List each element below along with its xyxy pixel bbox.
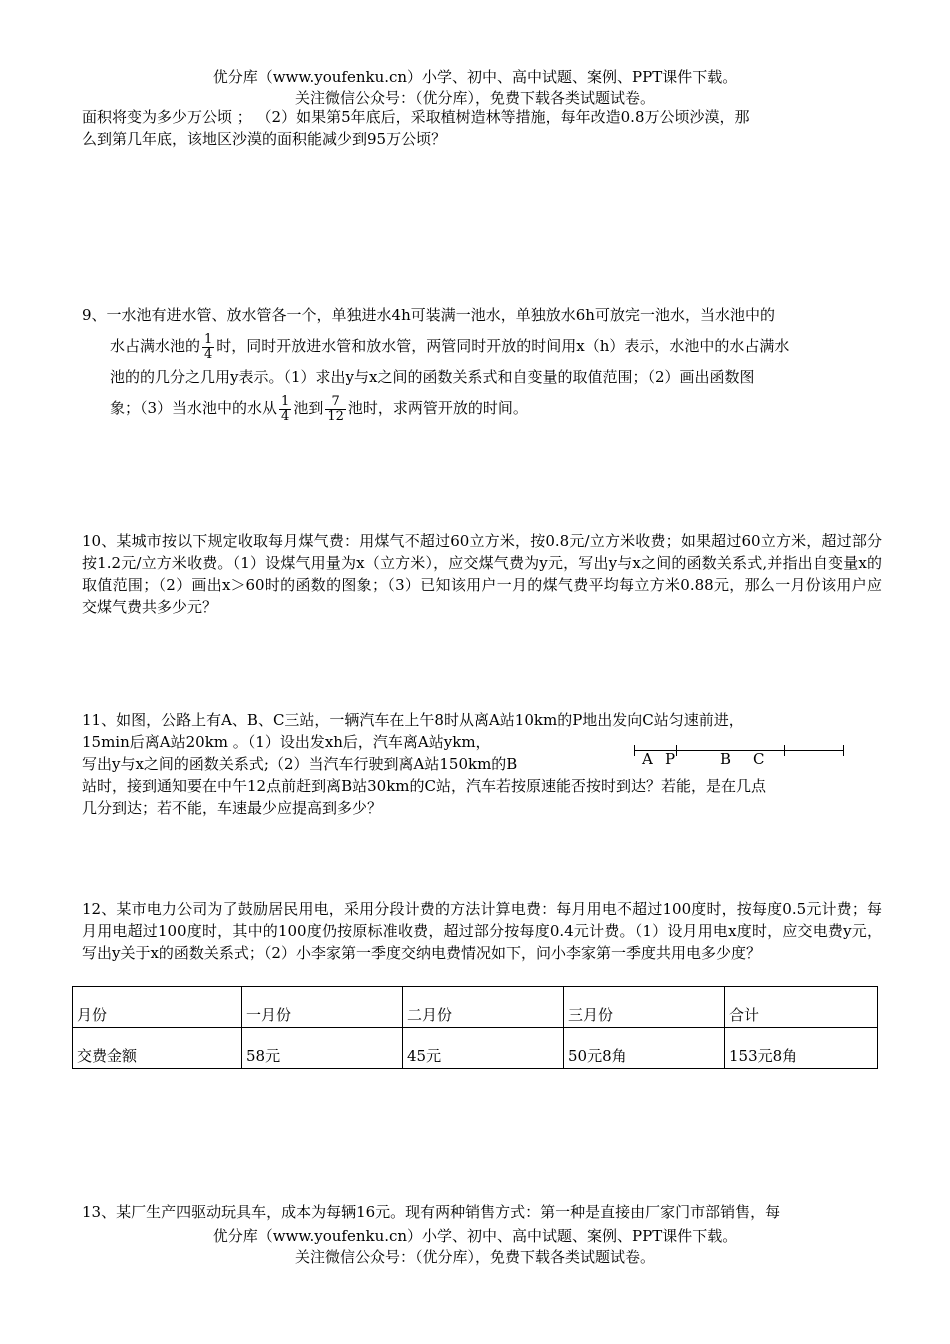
q9-text-a: 水占满水池的 [110,337,201,355]
q9-text-d: 池到 [293,399,324,417]
fraction-seven-twelfths [325,395,346,424]
q11-line-2: 15min后离A站20km 。（1）设出发xh后，汽车离A站ykm， [82,733,491,751]
q9-line-3: 池的的几分之几用y表示。（1）求出y与x之间的函数关系式和自变量的取值范围；（2）画出函数图 [110,368,755,386]
q11-line-5: 几分到达；若不能，车速最少应提高到多少？ [82,799,383,817]
fraction-denominator: 4 [281,408,290,424]
road-diagram [632,742,846,766]
tick-b [784,745,785,756]
fraction-denominator: 12 [327,408,344,424]
table-cell: 合计 [725,987,878,1028]
label-b: B [720,750,732,768]
tick-p [676,745,677,756]
table-cell: 三月份 [564,987,725,1028]
q9-text-b: 时，同时开放进水管和放水管，两管同时开放的时间用x（h）表示，水池中的水占满水 [216,337,790,355]
table-cell: 58元 [242,1028,403,1069]
fee-table [72,986,878,1069]
fraction-numerator: 1 [281,393,290,409]
q11-line-1: 11、如图，公路上有A、B、C三站，一辆汽车在上午8时从离A站10km的P地出发向C站匀速前进， [82,711,744,729]
fraction-numerator: 1 [204,331,213,347]
question-10: 10、某城市按以下规定收取每月煤气费：用煤气不超过60立方米，按0.8元/立方米收费；如果超过60立方米，超过部分按1.2元/立方米收费。（1）设煤气用量为x（立方米），应交煤气费为y元，写出y与x之间的函数关系式,并指出自变量x的取值范围；（2）画出x＞60时的函数的图象；（3）已知该用户一月的煤气费平均每立方米0.88元，那么一月份该用户应交煤气费共多少元？ [82,532,882,616]
label-p: P [665,750,676,768]
table-row [73,1028,878,1069]
table-cell: 交费金额 [73,1028,242,1069]
table-row [73,987,878,1028]
tick-a [634,745,635,756]
q9-text-e: 池时，求两管开放的时间。 [347,399,528,417]
table-cell: 45元 [403,1028,564,1069]
q9-line-4 [82,393,882,424]
footer-line-2: 关注微信公众号：（优分库），免费下载各类试题试卷。 [294,1248,655,1266]
q9-text-c: 象；（3）当水池中的水从 [110,399,278,417]
question-9 [82,300,882,424]
fraction-numerator: 7 [325,395,346,410]
header-line-1: 优分库（www.youfenku.cn）小学、初中、高中试题、案例、PPT课件下载。 [212,68,738,86]
label-a: A [642,750,653,768]
table-cell: 153元8角 [725,1028,878,1069]
question-12: 12、某市电力公司为了鼓励居民用电，采用分段计费的方法计算电费：每月用电不超过100度时，按每度0.5元计费；每月用电超过100度时，其中的100度仍按原标准收费，超过部分按每度0.4元计费。（1）设月用电x度时，应交电费y元，写出y关于x的函数关系式；（2）小李家第一季度交纳电费情况如下，问小李家第一季度共用电多少度？ [82,900,882,962]
fraction-one-quarter-2 [279,395,291,424]
fraction-denominator: 4 [204,346,213,362]
header-line-2: 关注微信公众号：（优分库），免费下载各类试题试卷。 [294,89,655,107]
tick-c [843,745,844,756]
q8-line-2: 么到第几年底，该地区沙漠的面积能减少到95万公顷？ [82,130,447,148]
table-cell: 月份 [73,987,242,1028]
q8-line-1: 面积将变为多少万公顷 ； （2）如果第5年底后，采取植树造林等措施，每年改造0.8万公顷沙漠，那 [82,108,750,126]
label-c: C [753,750,765,768]
table-cell: 一月份 [242,987,403,1028]
table-cell: 50元8角 [564,1028,725,1069]
q9-line-1: 9、一水池有进水管、放水管各一个，单独进水4h可装满一池水，单独放水6h可放完一池水，当水池中的 [82,306,775,324]
q11-line-4: 站时，接到通知要在中午12点前赶到离B站30km的C站，汽车若按原速能否按时到达？若能，是在几点 [82,777,766,795]
q11-line-3: 写出y与x之间的函数关系式;（2）当汽车行驶到离A站150km的B [82,755,518,773]
question-8-continued [82,106,882,150]
question-13: 13、某厂生产四驱动玩具车，成本为每辆16元。现有两种销售方式：第一种是直接由厂家门市部销售，每 [82,1203,781,1221]
table-cell: 二月份 [403,987,564,1028]
fraction-one-quarter [202,333,214,362]
footer-line-1: 优分库（www.youfenku.cn）小学、初中、高中试题、案例、PPT课件下载。 [212,1227,738,1245]
q9-line-2 [82,331,882,362]
